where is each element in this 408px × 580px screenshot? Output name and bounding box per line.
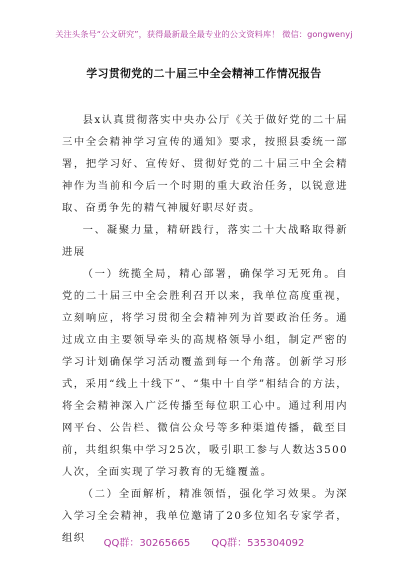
body-paragraph-2: （二）全面解析，精准领悟，强化学习效果。为深入学习全会精神，我单位邀请了20多位知名专家学者，组织 (62, 488, 348, 544)
body-paragraph-intro: 县x认真贯彻落实中央办公厅《关于做好党的二十届三中全会精神学习宣传的通知》要求，按照县委统一部署，把学习好、宣传好、贯彻好党的二十届三中全会精神作为当前和今后一个时期的重大政治任务，以锐意进取、奋勇争先的精气神履好职尽好责。 (62, 114, 348, 214)
body-paragraph-1: （一）统揽全局，精心部署，确保学习无死角。自党的二十届三中全会胜利召开以来，我单位高度重视，立刻响应，将学习贯彻全会精神列为首要政治任务。通过成立由主要领导牵头的高规格领导小组，制定严密的学习计划确保学习活动覆盖到每一个角落。创新学习形式，采用“线上十线下”、“集中十自学”相结合的方法，将全会精神深入广泛传播至每位职工心中。通过利用内网平台、公告栏、微信公众号等多种渠道传播，截至目前，共组织集中学习25次，吸引职工参与人数达3500人次，全面实现了学习教育的无缝覆盖。 (62, 268, 348, 478)
footer-qq-group-2: QQ群：535304092 (211, 538, 305, 549)
footer-qq-group-1: QQ群：30265665 (103, 538, 191, 549)
document-title: 学习贯彻党的二十届三中全会精神工作情况报告 (86, 67, 322, 80)
document-body (62, 109, 348, 549)
section-heading-1: 一、凝聚力量，精研践行，落实二十大战略取得新进展 (62, 224, 348, 258)
footer-contact (0, 534, 408, 549)
header-promo-note: 关注头条号“公文研究”，获得最新最全最专业的公文资料库！ 微信：gongwenyj (55, 29, 353, 39)
